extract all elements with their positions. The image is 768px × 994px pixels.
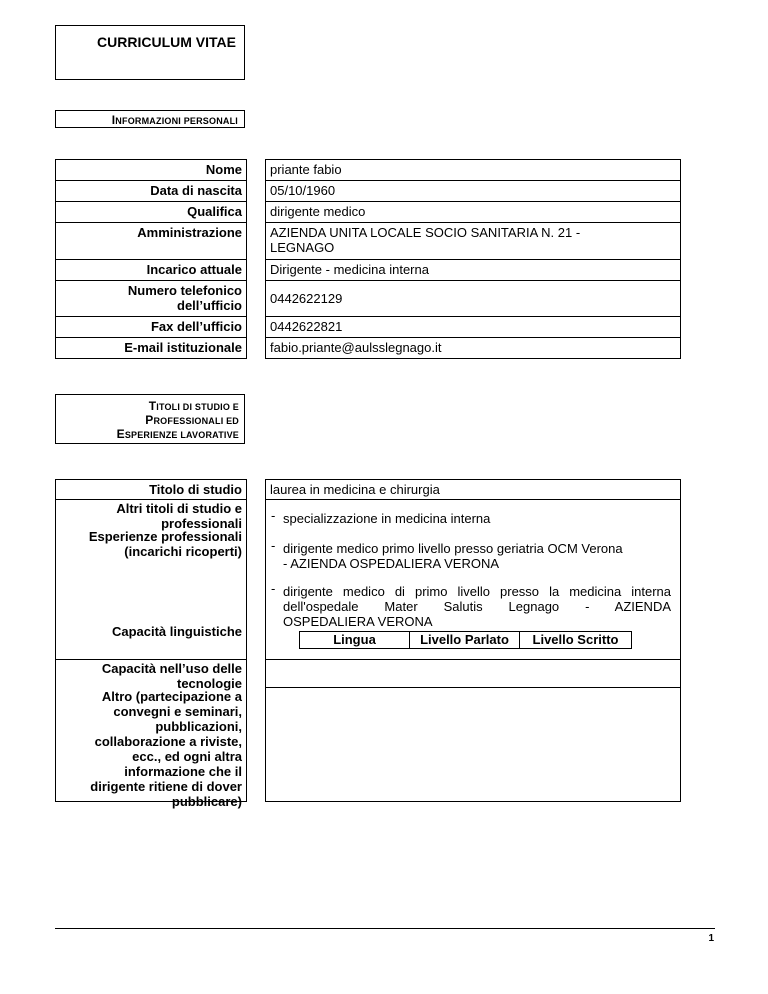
- label-altro: [90, 689, 242, 809]
- value-incarico: Dirigente - medicina interna: [265, 259, 681, 281]
- label-altro-line: collaborazione a riviste,: [94, 734, 242, 749]
- value-amministrazione: [265, 222, 681, 260]
- personal-section-title: INFORMAZIONI PERSONALI: [111, 113, 238, 127]
- value-esperienza-2: [271, 581, 671, 629]
- footer-divider: [55, 928, 715, 929]
- label-altri-titoli-line1: Altri titoli di studio e: [116, 501, 242, 516]
- label-amministrazione: Amministrazione: [55, 222, 247, 260]
- label-altro-line: dirigente ritiene di dover: [90, 779, 242, 794]
- esperienza-1-line1: dirigente medico primo livello presso geriatria OCM Verona: [283, 541, 623, 556]
- label-altro-line: pubblicare): [171, 794, 242, 809]
- label-tecnologie-line1: Capacità nell’uso delle: [101, 661, 242, 676]
- personal-section-header: [55, 110, 245, 128]
- value-email: fabio.priante@aulsslegnago.it: [265, 337, 681, 359]
- esperienza-2-line1: dirigente medico di primo livello presso la medicina interna: [283, 584, 671, 599]
- label-altri-titoli-line2: professionali: [161, 516, 242, 531]
- label-email: E-mail istituzionale: [55, 337, 247, 359]
- label-altri-titoli: [116, 501, 242, 531]
- label-altro-line: informazione che il: [124, 764, 242, 779]
- studies-section-title: [117, 400, 239, 442]
- lang-header-scritto: Livello Scritto: [532, 632, 619, 647]
- value-altri-titoli: [271, 508, 671, 526]
- dash-bullet: -: [271, 508, 276, 523]
- value-titolo-studio: laurea in medicina e chirurgia: [270, 482, 440, 497]
- page-number: 1: [708, 933, 714, 944]
- lang-header-lingua: Lingua: [300, 632, 410, 648]
- divider: [266, 499, 680, 500]
- value-data-nascita: 05/10/1960: [265, 180, 681, 202]
- value-esperienza-1: [271, 538, 671, 571]
- lang-header-parlato: Livello Parlato: [410, 632, 520, 648]
- divider: [56, 659, 246, 660]
- divider: [266, 687, 680, 688]
- label-altro-line: pubblicazioni,: [155, 719, 242, 734]
- divider: [56, 499, 246, 500]
- label-capacita-linguistiche: Capacità linguistiche: [111, 624, 242, 639]
- label-telefono-line2: dell’ufficio: [177, 298, 242, 313]
- dash-bullet: -: [271, 538, 276, 553]
- value-amministrazione-line2: LEGNAGO: [270, 240, 335, 255]
- label-data-nascita: Data di nascita: [55, 180, 247, 202]
- label-esperienze: [89, 529, 242, 559]
- studies-section-title-line3: ESPERIENZE LAVORATIVE: [116, 427, 239, 441]
- label-esperienze-line1: Esperienze professionali: [88, 529, 242, 544]
- label-fax: Fax dell’ufficio: [55, 316, 247, 338]
- title-box: [55, 25, 245, 80]
- value-telefono: 0442622129: [265, 280, 681, 317]
- studies-section-title-line1: TITOLI DI STUDIO E: [148, 399, 239, 413]
- label-altro-line: convegni e seminari,: [113, 704, 242, 719]
- label-telefono: [55, 280, 247, 317]
- label-altro-line: Altro (partecipazione a: [101, 689, 242, 704]
- label-qualifica: Qualifica: [55, 201, 247, 223]
- studies-section-title-line2: PROFESSIONALI ED: [145, 413, 239, 427]
- divider: [266, 659, 680, 660]
- dash-bullet: -: [271, 581, 276, 596]
- value-fax: 0442622821: [265, 316, 681, 338]
- label-telefono-line1: Numero telefonico: [127, 283, 242, 298]
- esperienza-1-line2: - AZIENDA OSPEDALIERA VERONA: [283, 556, 500, 571]
- value-nome: priante fabio: [265, 159, 681, 181]
- studies-section-header: [55, 394, 245, 444]
- studies-labels-column: [55, 479, 247, 809]
- label-tecnologie-line2: tecnologie: [176, 676, 242, 691]
- label-incarico: Incarico attuale: [55, 259, 247, 281]
- esperienza-2-line3: OSPEDALIERA VERONA: [283, 614, 433, 629]
- esperienza-2-line2: dell'ospedale Mater Salutis Legnago - AZIENDA: [283, 599, 671, 614]
- value-altri-titoli-text: specializzazione in medicina interna: [283, 511, 491, 526]
- label-nome: Nome: [55, 159, 247, 181]
- value-amministrazione-line1: AZIENDA UNITA LOCALE SOCIO SANITARIA N. 21 -: [270, 225, 581, 240]
- document-title: CURRICULUM VITAE: [97, 34, 236, 50]
- value-qualifica: dirigente medico: [265, 201, 681, 223]
- label-altro-line: ecc., ed ogni altra: [132, 749, 242, 764]
- language-table: [299, 631, 632, 649]
- label-tecnologie: [102, 661, 242, 691]
- label-titolo-studio: Titolo di studio: [149, 482, 242, 497]
- label-esperienze-line2: (incarichi ricoperti): [124, 544, 242, 559]
